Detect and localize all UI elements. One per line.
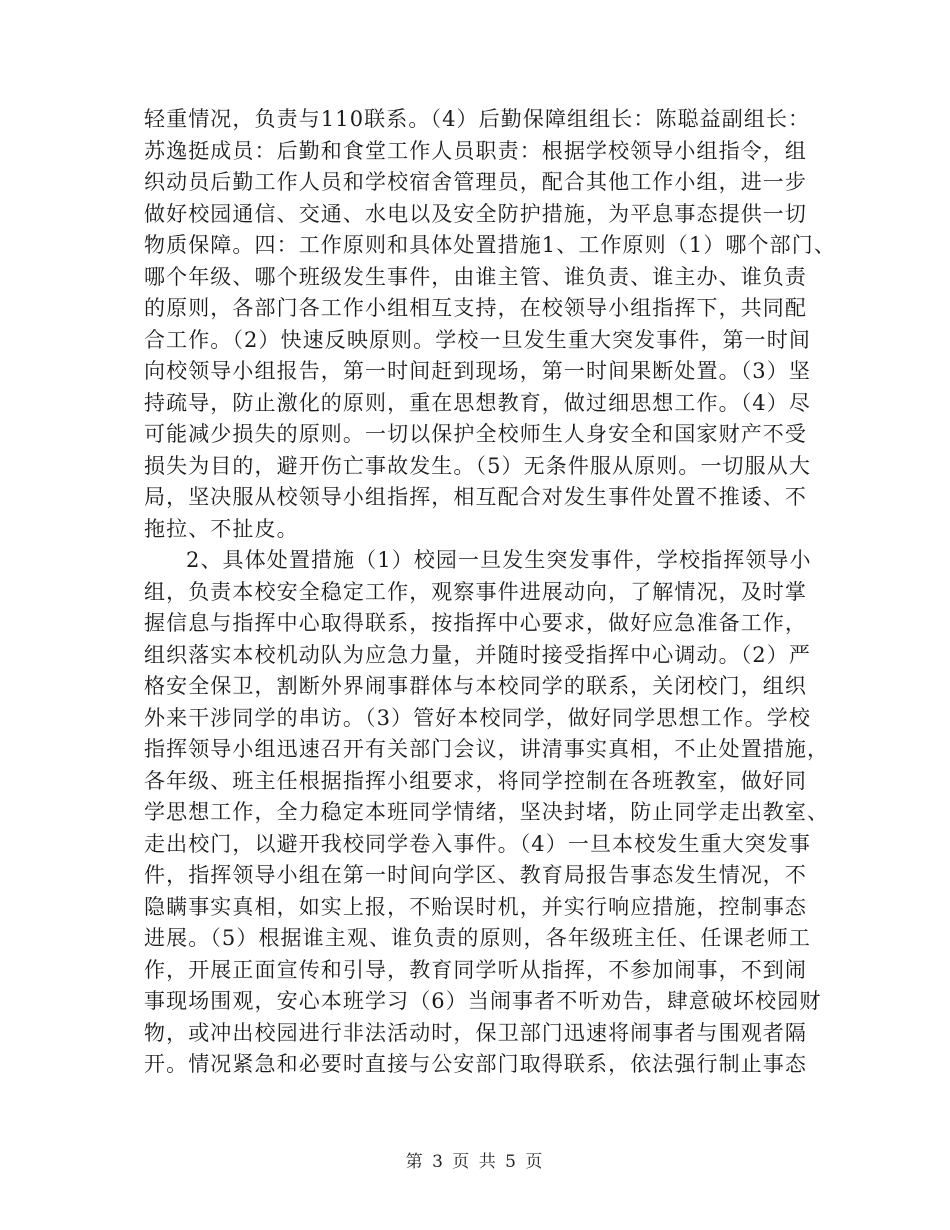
text-line: 物质保障。四：工作原则和具体处置措施1、工作原则（1）哪个部门、: [144, 233, 836, 257]
text-line: 做好校园通信、交通、水电以及安全防护措施，为平息事态提供一切: [144, 201, 807, 226]
text-line: 可能减少损失的原则。一切以保护全校师生人身安全和国家财产不受: [144, 422, 807, 446]
text-line: 哪个年级、哪个班级发生事件，由谁主管、谁负责、谁主办、谁负责: [144, 264, 807, 289]
text-line: 作，开展正面宣传和引导，教育同学听从指挥，不参加闹事，不到闹: [144, 957, 807, 982]
text-line: 局，坚决服从校领导小组指挥，相互配合对发生事件处置不推诿、不: [144, 485, 807, 509]
text-line: 开。情况紧急和必要时直接与公安部门取得联系，依法强行制止事态: [144, 1052, 807, 1076]
text-line: 的原则，各部门各工作小组相互支持，在校领导小组指挥下，共同配: [144, 296, 807, 320]
text-line: 损失为目的，避开伤亡事故发生。（5）无条件服从原则。一切服从大: [144, 453, 811, 478]
text-line: 格安全保卫，割断外界闹事群体与本校同学的联系，关闭校门，组织: [144, 674, 807, 698]
text-line: 苏逸挺成员：后勤和食堂工作人员职责：根据学校领导小组指令，组: [144, 138, 807, 163]
text-line: 指挥领导小组迅速召开有关部门会议，讲清事实真相，不止处置措施，: [144, 737, 830, 761]
text-line: 持疏导，防止激化的原则，重在思想教育，做过细思想工作。（4）尽: [144, 390, 811, 415]
text-line: 走出校门，以避开我校同学卷入事件。（4）一旦本校发生重大突发事: [144, 831, 811, 856]
text-line: 事现场围观，安心本班学习（6）当闹事者不听劝告，肆意破坏校园财: [144, 989, 822, 1013]
text-line: 组织落实本校机动队为应急力量，并随时接受指挥中心调动。（2）严: [144, 642, 811, 667]
text-line: 组，负责本校安全稳定工作，观察事件进展动向，了解情况，及时掌: [144, 579, 807, 604]
text-line: 隐瞒事实真相，如实上报，不贻误时机，并实行响应措施，控制事态: [144, 894, 807, 919]
text-line: 物，或冲出校园进行非法活动时，保卫部门迅速将闹事者与围观者隔: [144, 1020, 807, 1045]
document-body: [144, 104, 836, 1081]
text-line: 握信息与指挥中心取得联系，按指挥中心要求，做好应急准备工作，: [144, 611, 807, 635]
text-line: 拖拉、不扯皮。: [144, 516, 299, 541]
text-line: 轻重情况，负责与110联系。（4）后勤保障组组长：陈聪益副组长：: [144, 107, 811, 131]
page-number-footer: 第 3 页 共 5 页: [405, 1152, 545, 1172]
text-line: 各年级、班主任根据指挥小组要求，将同学控制在各班教室，做好同: [144, 768, 807, 793]
text-line: 向校领导小组报告，第一时间赶到现场，第一时间果断处置。（3）坚: [144, 359, 811, 383]
text-line: 合工作。（2）快速反映原则。学校一旦发生重大突发事件，第一时间: [144, 327, 811, 352]
text-line: 织动员后勤工作人员和学校宿舍管理员，配合其他工作小组，进一步: [144, 170, 807, 194]
text-line: 外来干涉同学的串访。（3）管好本校同学，做好同学思想工作。学校: [144, 705, 811, 730]
text-line: 进展。（5）根据谁主观、谁负责的原则，各年级班主任、任课老师工: [144, 926, 811, 950]
text-line: 件，指挥领导小组在第一时间向学区、教育局报告事态发生情况，不: [144, 863, 807, 887]
text-line: 学思想工作，全力稳定本班同学情绪，坚决封堵，防止同学走出教室、: [144, 800, 830, 824]
paragraph-start-line: 2、具体处置措施（1）校园一旦发生突发事件，学校指挥领导小: [186, 548, 812, 572]
